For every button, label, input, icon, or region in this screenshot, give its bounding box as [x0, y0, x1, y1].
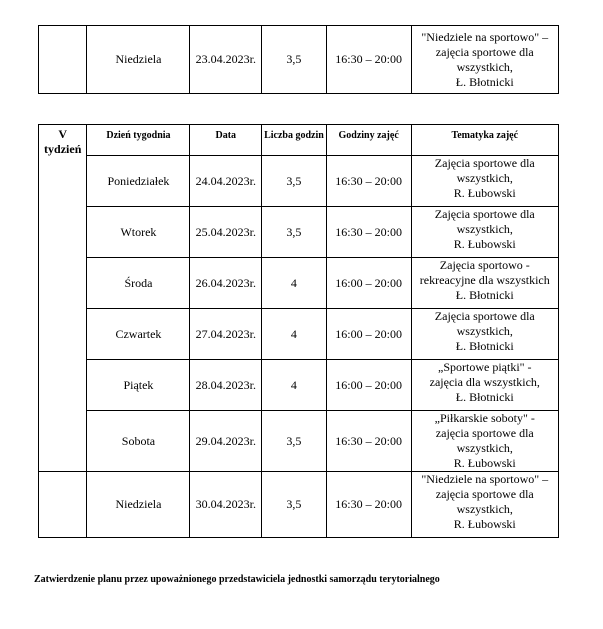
table-row — [39, 360, 559, 411]
date-cell: 28.04.2023r. — [190, 360, 262, 411]
date-cell: 25.04.2023r. — [190, 207, 262, 258]
time-cell: 16:30 – 20:00 — [326, 472, 411, 538]
topic-line: Zajęcia sportowo - — [439, 258, 530, 272]
topic-line: rekreacyjne dla wszystkich — [419, 273, 550, 287]
table-row — [39, 156, 559, 207]
day-cell: Środa — [87, 258, 190, 309]
topic-line: Ł. Błotnicki — [455, 74, 514, 89]
hours-cell: 3,5 — [262, 472, 327, 538]
time-cell: 16:00 – 20:00 — [326, 309, 411, 360]
approval-note: Zatwierdzenie planu przez upoważnionego przedstawiciela jednostki samorządu terytorialnego — [34, 574, 440, 585]
topic-line: Zajęcia sportowe dla — [434, 156, 535, 170]
topic-line: Ł. Błotnicki — [455, 390, 514, 404]
topic-line: wszystkich, — [456, 502, 513, 516]
topic-cell — [411, 309, 558, 360]
header-time: Godziny zajęć — [326, 125, 411, 156]
topic-cell — [411, 207, 558, 258]
topic-cell — [411, 26, 558, 94]
topic-cell — [411, 360, 558, 411]
week-label-cell — [39, 125, 87, 472]
hours-cell: 4 — [262, 360, 327, 411]
topic-cell — [411, 472, 558, 538]
topic-line: R. Łubowski — [453, 237, 516, 251]
hours-cell: 4 — [262, 258, 327, 309]
topic-cell — [411, 156, 558, 207]
day-cell: Niedziela — [87, 472, 190, 538]
header-day: Dzień tygodnia — [87, 125, 190, 156]
day-cell: Niedziela — [87, 26, 190, 94]
header-hours: Liczba godzin — [262, 125, 327, 156]
day-cell: Poniedziałek — [87, 156, 190, 207]
day-cell: Wtorek — [87, 207, 190, 258]
topic-line: zajęcia dla wszystkich, — [429, 375, 540, 389]
topic-cell — [411, 411, 558, 472]
time-cell: 16:30 – 20:00 — [326, 156, 411, 207]
hours-cell: 3,5 — [262, 411, 327, 472]
table-row — [39, 472, 559, 538]
topic-line: "Niedziele na sportowo" – — [421, 29, 549, 44]
time-cell: 16:30 – 20:00 — [326, 411, 411, 472]
topic-cell — [411, 258, 558, 309]
day-cell: Czwartek — [87, 309, 190, 360]
time-cell: 16:00 – 20:00 — [326, 360, 411, 411]
week-cell-empty — [39, 26, 87, 94]
topic-line: wszystkich, — [456, 59, 513, 74]
table-row — [39, 411, 559, 472]
day-cell: Sobota — [87, 411, 190, 472]
date-cell: 29.04.2023r. — [190, 411, 262, 472]
table-row — [39, 309, 559, 360]
header-topic: Tematyka zajęć — [411, 125, 558, 156]
table-row — [39, 207, 559, 258]
time-cell: 16:30 – 20:00 — [326, 26, 411, 94]
topic-line: Zajęcia sportowe dla — [434, 309, 535, 323]
topic-line: R. Łubowski — [453, 517, 516, 531]
topic-line: Zajęcia sportowe dla — [434, 207, 535, 221]
topic-line: „Piłkarskie soboty" - — [434, 411, 535, 425]
topic-line: „Sportowe piątki" - — [438, 360, 532, 374]
topic-line: wszystkich, — [456, 171, 513, 185]
date-cell: 26.04.2023r. — [190, 258, 262, 309]
date-cell: 27.04.2023r. — [190, 309, 262, 360]
week-cell-empty — [39, 472, 87, 538]
week-schedule-table — [38, 124, 559, 538]
topic-line: zajęcia sportowe dla — [435, 44, 534, 59]
week-word: tydzień — [44, 142, 82, 156]
topic-line: wszystkich, — [456, 324, 513, 338]
date-cell: 24.04.2023r. — [190, 156, 262, 207]
topic-line: Ł. Błotnicki — [455, 339, 514, 353]
header-row — [39, 125, 559, 156]
header-date: Data — [190, 125, 262, 156]
day-cell: Piątek — [87, 360, 190, 411]
week-number: V — [58, 127, 68, 141]
topic-line: zajęcia sportowe dla — [435, 426, 534, 440]
topic-line: R. Łubowski — [453, 456, 516, 470]
topic-line: wszystkich, — [456, 441, 513, 455]
topic-line: Ł. Błotnicki — [455, 288, 514, 302]
hours-cell: 3,5 — [262, 207, 327, 258]
topic-line: "Niedziele na sportowo" – — [421, 472, 549, 486]
time-cell: 16:00 – 20:00 — [326, 258, 411, 309]
time-cell: 16:30 – 20:00 — [326, 207, 411, 258]
topic-line: R. Łubowski — [453, 186, 516, 200]
previous-week-table — [38, 25, 559, 94]
date-cell: 30.04.2023r. — [190, 472, 262, 538]
date-cell: 23.04.2023r. — [190, 26, 262, 94]
hours-cell: 3,5 — [262, 156, 327, 207]
table-row — [39, 26, 559, 94]
hours-cell: 4 — [262, 309, 327, 360]
topic-line: zajęcia sportowe dla — [435, 487, 534, 501]
hours-cell: 3,5 — [262, 26, 327, 94]
topic-line: wszystkich, — [456, 222, 513, 236]
table-row — [39, 258, 559, 309]
